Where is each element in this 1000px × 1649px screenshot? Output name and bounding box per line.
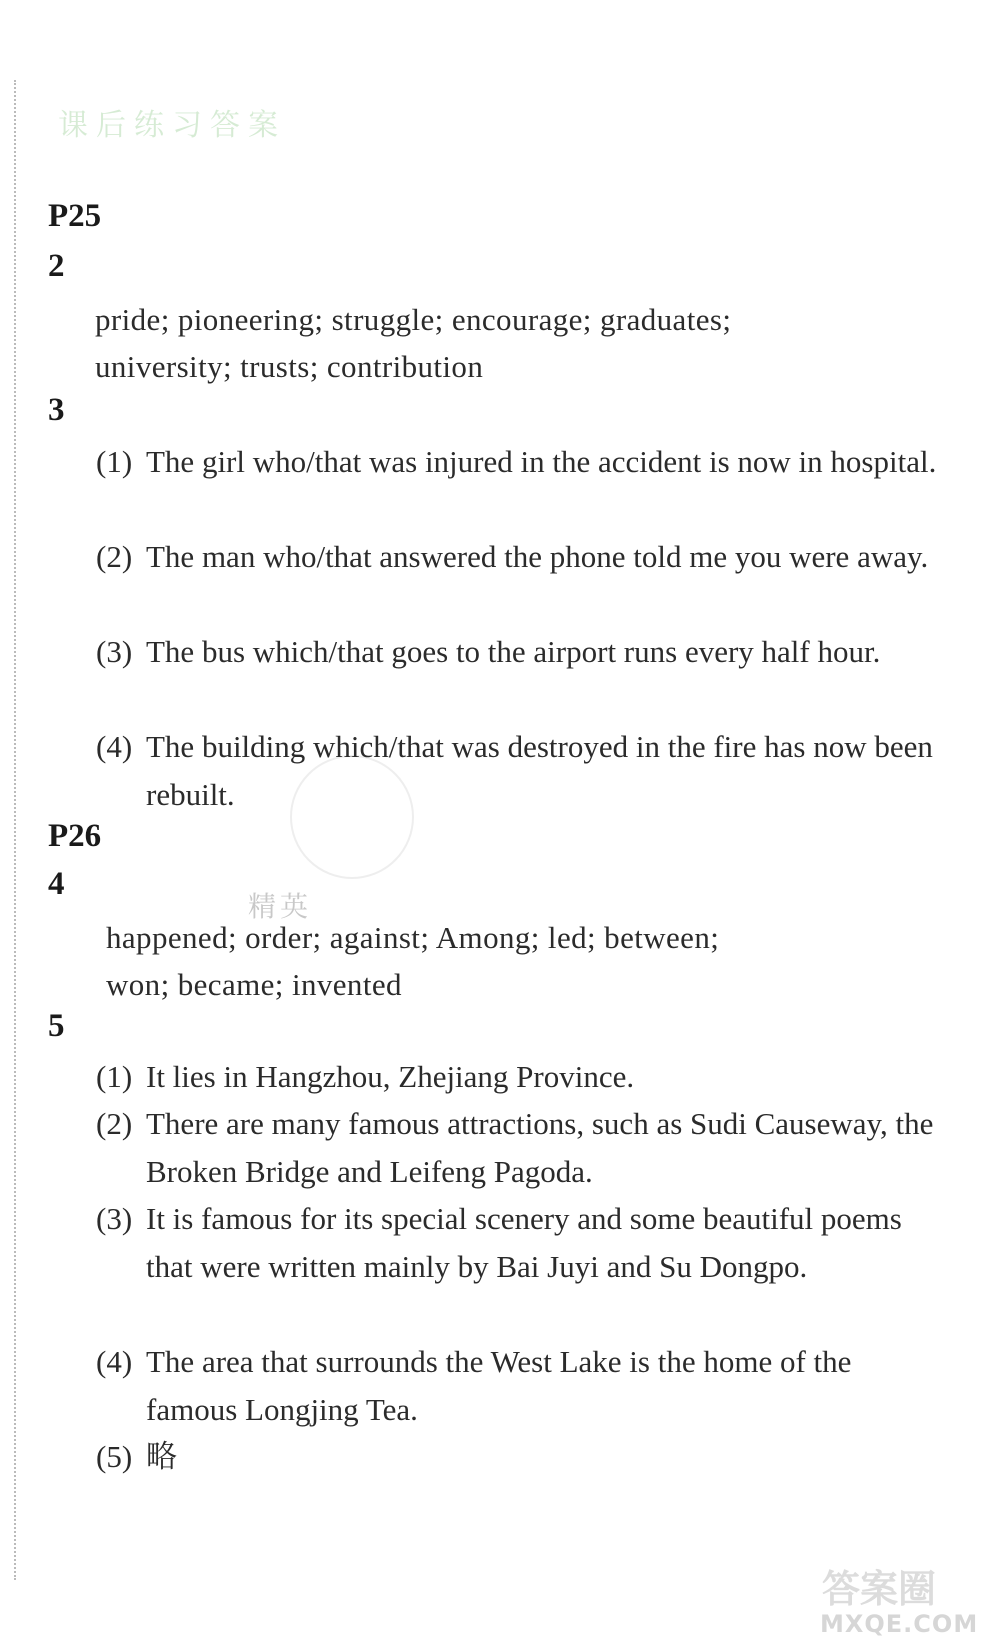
answer-item xyxy=(96,723,946,819)
item-label: (1) xyxy=(96,444,133,479)
item-text: It is famous for its special scenery and some beautiful poems that were written mainly by Bai Juyi and Su Dongpo. xyxy=(146,1201,902,1284)
question-number-4: 4 xyxy=(48,866,65,902)
watermark-brand: 答案圈 xyxy=(822,1567,937,1611)
item-text: There are many famous attractions, such as Sudi Causeway, the Broken Bridge and Leifeng Pagoda. xyxy=(146,1106,934,1189)
word-list-line: university; trusts; contribution xyxy=(95,349,484,384)
answer-item xyxy=(96,533,946,581)
answer-item xyxy=(96,628,946,676)
word-list-line: pride; pioneering; struggle; encourage; graduates; xyxy=(95,302,732,337)
word-list-answer-2 xyxy=(95,296,731,390)
answer-item xyxy=(96,1433,946,1481)
word-list-answer-4 xyxy=(106,914,719,1008)
item-label: (4) xyxy=(96,729,133,764)
page-label-p25: P25 xyxy=(48,198,102,234)
item-label: (3) xyxy=(96,634,133,669)
word-list-line: happened; order; against; Among; led; between; xyxy=(106,920,720,955)
item-text: The area that surrounds the West Lake is the home of the famous Longjing Tea. xyxy=(146,1344,852,1427)
answer-item xyxy=(96,1053,946,1101)
answer-item xyxy=(96,1195,946,1291)
item-text: The girl who/that was injured in the accident is now in hospital. xyxy=(146,444,937,479)
watermark-stamp-text: 精英 xyxy=(248,892,313,923)
item-label: (4) xyxy=(96,1344,133,1379)
word-list-line: won; became; invented xyxy=(106,967,402,1002)
item-label: (1) xyxy=(96,1059,133,1094)
answer-item xyxy=(96,1338,946,1434)
item-label: (5) xyxy=(96,1439,133,1474)
item-text: The building which/that was destroyed in the fire has now been rebuilt. xyxy=(146,729,933,812)
question-number-2: 2 xyxy=(48,248,65,284)
item-text: 略 xyxy=(146,1439,177,1474)
question-number-5: 5 xyxy=(48,1008,65,1044)
question-number-3: 3 xyxy=(48,392,65,428)
page-label-p26: P26 xyxy=(48,818,102,854)
item-label: (2) xyxy=(96,539,133,574)
answer-item xyxy=(96,1100,946,1196)
watermark-site: MXQE.COM xyxy=(820,1610,979,1638)
item-label: (2) xyxy=(96,1106,133,1141)
faint-header-text: 课后练习答案 xyxy=(58,109,286,142)
item-label: (3) xyxy=(96,1201,133,1236)
item-text: The bus which/that goes to the airport runs every half hour. xyxy=(146,634,881,669)
answer-item xyxy=(96,438,946,486)
item-text: It lies in Hangzhou, Zhejiang Province. xyxy=(146,1059,635,1094)
item-text: The man who/that answered the phone told me you were away. xyxy=(146,539,929,574)
